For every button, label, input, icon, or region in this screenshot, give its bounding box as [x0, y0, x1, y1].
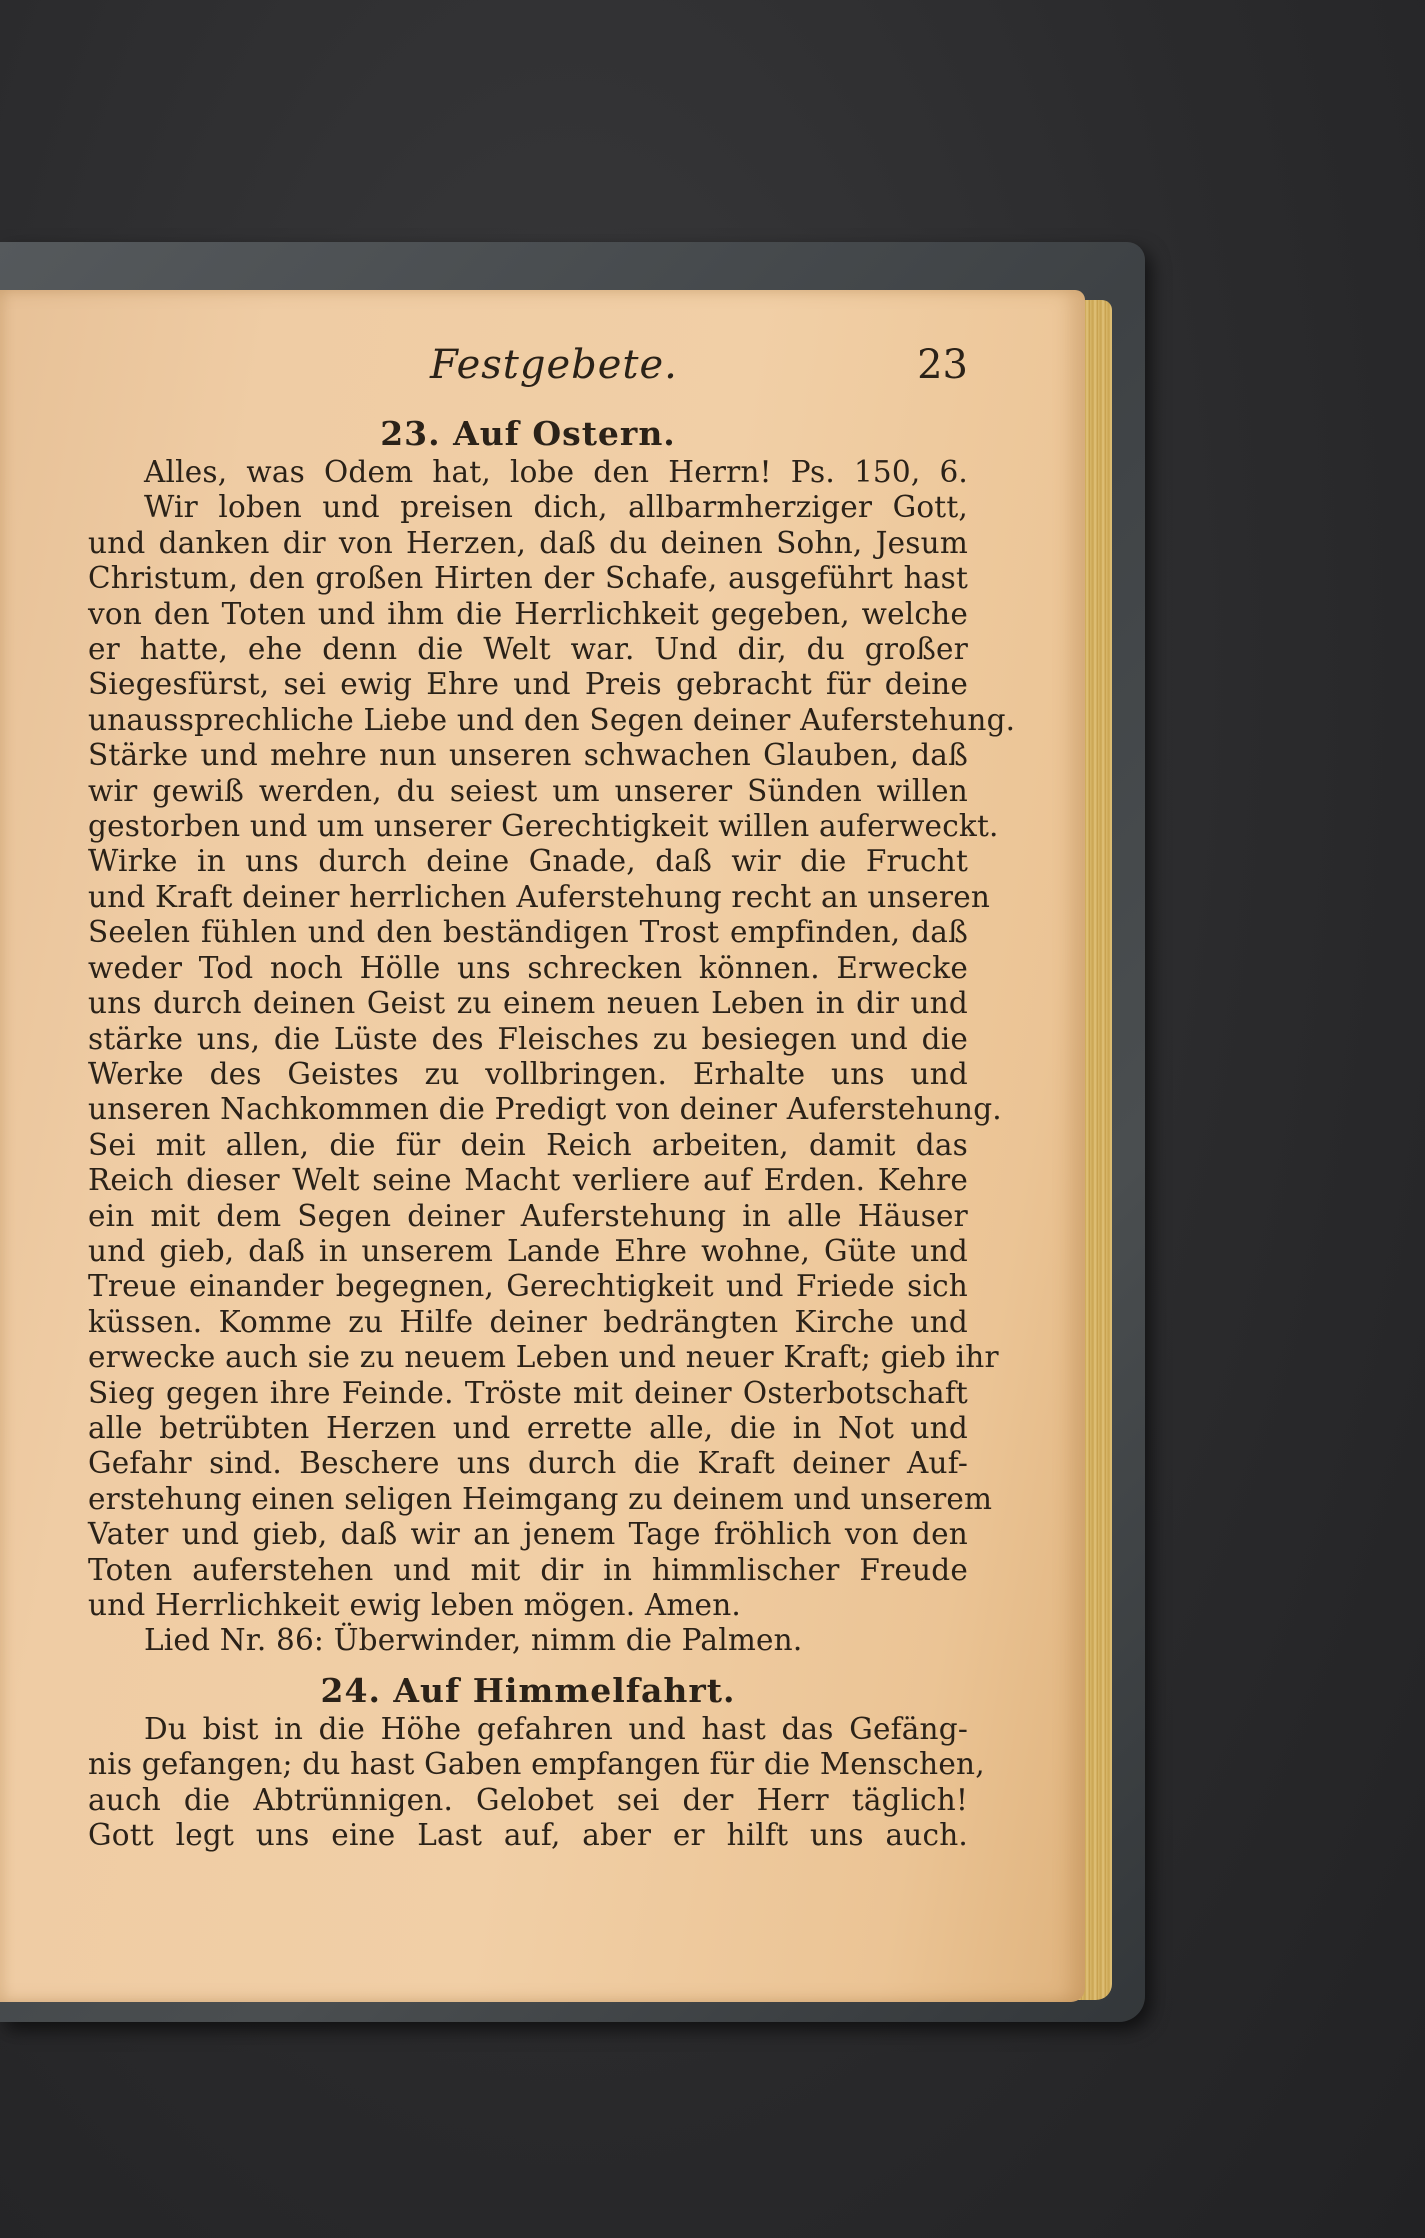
text-line: Vater und gieb, daß wir an jenem Tage fröhlich von den	[88, 1517, 968, 1552]
text-line: ein mit dem Segen deiner Auferstehung in alle Häuser	[88, 1198, 968, 1233]
text-line: und danken dir von Herzen, daß du deinen Sohn, Jesum	[88, 525, 968, 560]
text-line: Du bist in die Höhe gefahren und hast das Gefäng-	[144, 1711, 968, 1746]
text-line: uns durch deinen Geist zu einem neuen Leben in dir und	[88, 986, 968, 1021]
text-line: er hatte, ehe denn die Welt war. Und dir, du großer	[88, 632, 968, 667]
page-text	[88, 342, 1016, 1853]
text-line: Gefahr sind. Beschere uns durch die Kraft deiner Auf-	[88, 1446, 968, 1481]
text-line: Gott legt uns eine Last auf, aber er hilft uns auch.	[88, 1818, 968, 1853]
text-line: gestorben und um unserer Gerechtigkeit willen auferweckt.	[88, 809, 999, 844]
text-line: Toten auferstehen und mit dir in himmlischer Freude	[88, 1552, 968, 1587]
text-line: Wir loben und preisen dich, allbarmherziger Gott,	[144, 490, 968, 525]
text-line: wir gewiß werden, du seiest um unserer Sünden willen	[88, 773, 968, 808]
section-title-ostern: 23. Auf Ostern.	[380, 414, 676, 453]
text-line: erwecke auch sie zu neuem Leben und neuer Kraft; gieb ihr	[88, 1340, 999, 1375]
text-line: stärke uns, die Lüste des Fleisches zu besiegen und die	[88, 1021, 968, 1056]
text-line: und Kraft deiner herrlichen Auferstehung recht an unseren	[88, 879, 991, 914]
text-line: und Herrlichkeit ewig leben mögen. Amen.	[88, 1588, 741, 1622]
page-number: 23	[917, 342, 968, 388]
text-line: und gieb, daß in unserem Lande Ehre wohne, Güte und	[88, 1233, 968, 1268]
text-line: unseren Nachkommen die Predigt von deiner Auferstehung.	[88, 1092, 1002, 1127]
text-line: Sieg gegen ihre Feinde. Tröste mit deiner Osterbotschaft	[88, 1375, 968, 1410]
text-line: unaussprechliche Liebe und den Segen deiner Auferstehung.	[88, 702, 1016, 737]
text-line: Reich dieser Welt seine Macht verliere auf Erden. Kehre	[88, 1163, 968, 1198]
text-line: nis gefangen; du hast Gaben empfangen für die Menschen,	[88, 1747, 985, 1782]
text-line: Werke des Geistes zu vollbringen. Erhalte uns und	[88, 1056, 968, 1091]
book-page	[0, 290, 1085, 2002]
text-line: Wirke in uns durch deine Gnade, daß wir die Frucht	[88, 844, 968, 879]
text-line: erstehung einen seligen Heimgang zu deinem und unserem	[88, 1481, 993, 1516]
text-line: Treue einander begegnen, Gerechtigkeit und Friede sich	[88, 1269, 968, 1304]
text-line: Alles, was Odem hat, lobe den Herrn! Ps. 150, 6.	[144, 455, 968, 489]
page-header	[88, 342, 968, 408]
text-line: Christum, den großen Hirten der Schafe, ausgeführt hast	[88, 561, 968, 596]
text-line: auch die Abtrünnigen. Gelobet sei der Herr täglich!	[88, 1782, 968, 1817]
text-line: Seelen fühlen und den beständigen Trost empfinden, daß	[88, 915, 968, 950]
text-line: Sei mit allen, die für dein Reich arbeiten, damit das	[88, 1127, 968, 1162]
hymn-reference: Lied Nr. 86: Überwinder, nimm die Palmen.	[144, 1623, 803, 1658]
text-line: von den Toten und ihm die Herrlichkeit gegeben, welche	[88, 596, 968, 631]
section-title-himmelfahrt: 24. Auf Himmelfahrt.	[320, 1670, 736, 1710]
text-line: weder Tod noch Hölle uns schrecken können. Erwecke	[88, 950, 968, 985]
running-title: Festgebete.	[430, 342, 678, 388]
text-line: küssen. Komme zu Hilfe deiner bedrängten Kirche und	[88, 1304, 968, 1339]
text-line: Siegesfürst, sei ewig Ehre und Preis gebracht für deine	[88, 667, 968, 702]
text-line: Stärke und mehre nun unseren schwachen Glauben, daß	[88, 738, 968, 773]
text-line: alle betrübten Herzen und errette alle, die in Not und	[88, 1410, 968, 1445]
